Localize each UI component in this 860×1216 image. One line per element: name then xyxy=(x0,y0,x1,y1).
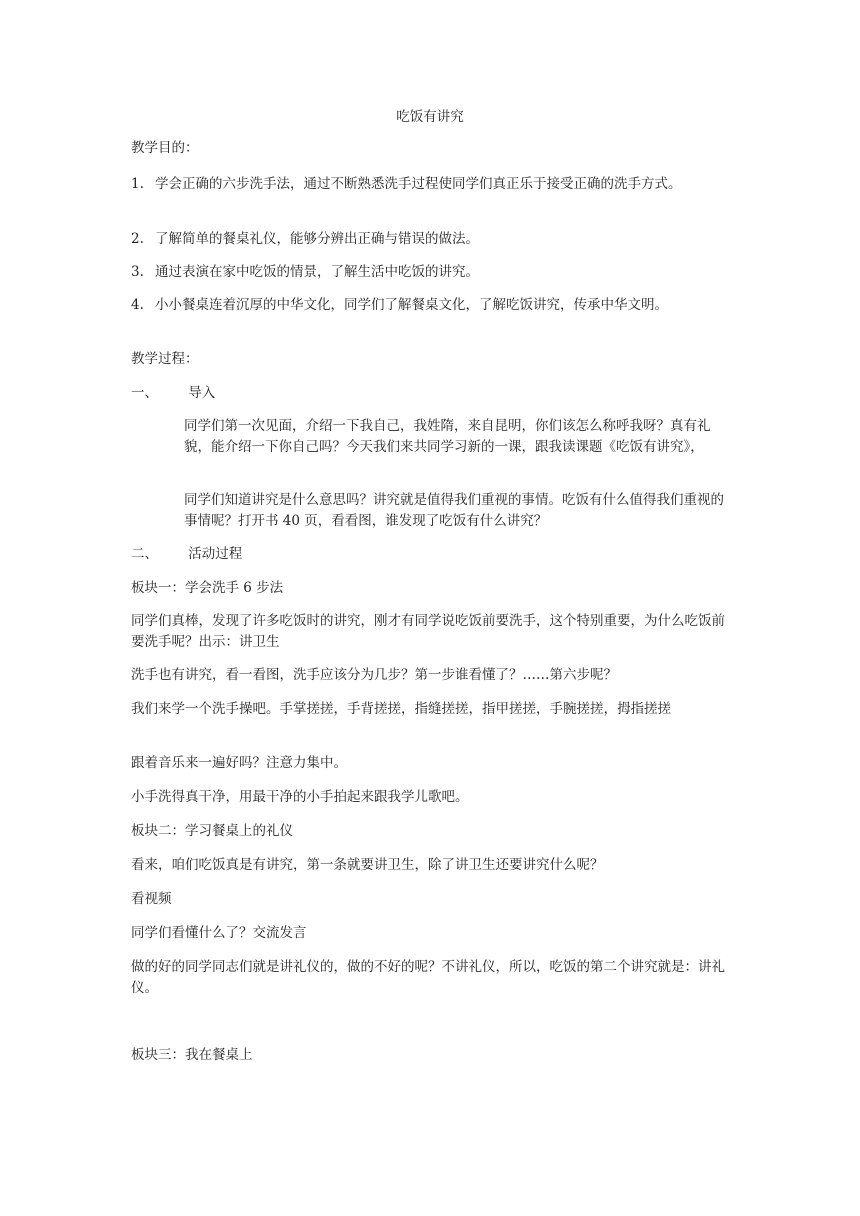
goal-item-1 xyxy=(131,174,731,195)
body-paragraph: 做的好的同学同志们就是讲礼仪的，做的不好的呢？不讲礼仪，所以，吃饭的第二个讲究就是：讲礼仪。 xyxy=(131,959,725,996)
body-paragraph: 我们来学一个洗手操吧。手掌搓搓，手背搓搓，指缝搓搓，指甲搓搓，手腕搓搓，拇指搓搓 xyxy=(131,701,671,717)
goals-heading: 教学目的： xyxy=(131,140,199,156)
intro-paragraph-1: 同学们第一次见面，介绍一下我自己，我姓隋，来自昆明，你们该怎么称呼我呀？真有礼貌，能介绍一下你自己吗？今天我们来共同学习新的一课，跟我读课题《吃饭有讲究》， xyxy=(184,418,711,455)
goal-number: 1. xyxy=(131,176,144,192)
document-title: 吃饭有讲究 xyxy=(396,109,464,125)
section-heading-1 xyxy=(131,383,215,404)
module-two-heading: 板块二：学习餐桌上的礼仪 xyxy=(131,823,293,839)
body-paragraph: 同学们看懂什么了？交流发言 xyxy=(131,925,307,941)
body-paragraph: 看来，咱们吃饭真是有讲究，第一条就要讲卫生，除了讲卫生还要讲究什么呢？ xyxy=(131,857,604,873)
goal-number: 3. xyxy=(131,264,144,280)
module-one-heading: 板块一：学会洗手 6 步法 xyxy=(131,580,284,596)
intro-paragraph-2: 同学们知道讲究是什么意思吗？讲究就是值得我们重视的事情。吃饭有什么值得我们重视的事情呢？打开书 40 页，看看图，谁发现了吃饭有什么讲究？ xyxy=(184,492,724,529)
section-title: 活动过程 xyxy=(188,546,243,562)
body-paragraph: 同学们真棒，发现了许多吃饭时的讲究，刚才有同学说吃饭前要洗手，这个特别重要，为什么吃饭前要洗手呢？出示：讲卫生 xyxy=(131,613,725,650)
goal-item-4 xyxy=(131,295,731,316)
goal-item-3 xyxy=(131,262,731,283)
goal-number: 4. xyxy=(131,297,144,313)
process-heading: 教学过程： xyxy=(131,351,199,367)
body-paragraph: 洗手也有讲究，看一看图，洗手应该分为几步？第一步谁看懂了？……第六步呢？ xyxy=(131,667,617,683)
module-three-heading: 板块三：我在餐桌上 xyxy=(131,1047,253,1063)
goal-text: 通过表演在家中吃饭的情景，了解生活中吃饭的讲究。 xyxy=(155,264,479,280)
goal-item-2 xyxy=(131,229,731,250)
section-title: 导入 xyxy=(188,385,216,401)
body-paragraph: 看视频 xyxy=(131,891,172,907)
goal-text: 小小餐桌连着沉厚的中华文化，同学们了解餐桌文化，了解吃饭讲究，传承中华文明。 xyxy=(155,297,668,313)
section-number: 二、 xyxy=(131,546,158,562)
goal-text: 学会正确的六步洗手法，通过不断熟悉洗手过程使同学们真正乐于接受正确的洗手方式。 xyxy=(155,176,682,192)
body-paragraph: 小手洗得真干净，用最干净的小手拍起来跟我学儿歌吧。 xyxy=(131,789,469,805)
body-paragraph: 跟着音乐来一遍好吗？注意力集中。 xyxy=(131,755,347,771)
goal-number: 2. xyxy=(131,231,144,247)
goal-text: 了解简单的餐桌礼仪，能够分辨出正确与错误的做法。 xyxy=(155,231,479,247)
section-number: 一、 xyxy=(131,385,158,401)
section-heading-2 xyxy=(131,544,242,565)
